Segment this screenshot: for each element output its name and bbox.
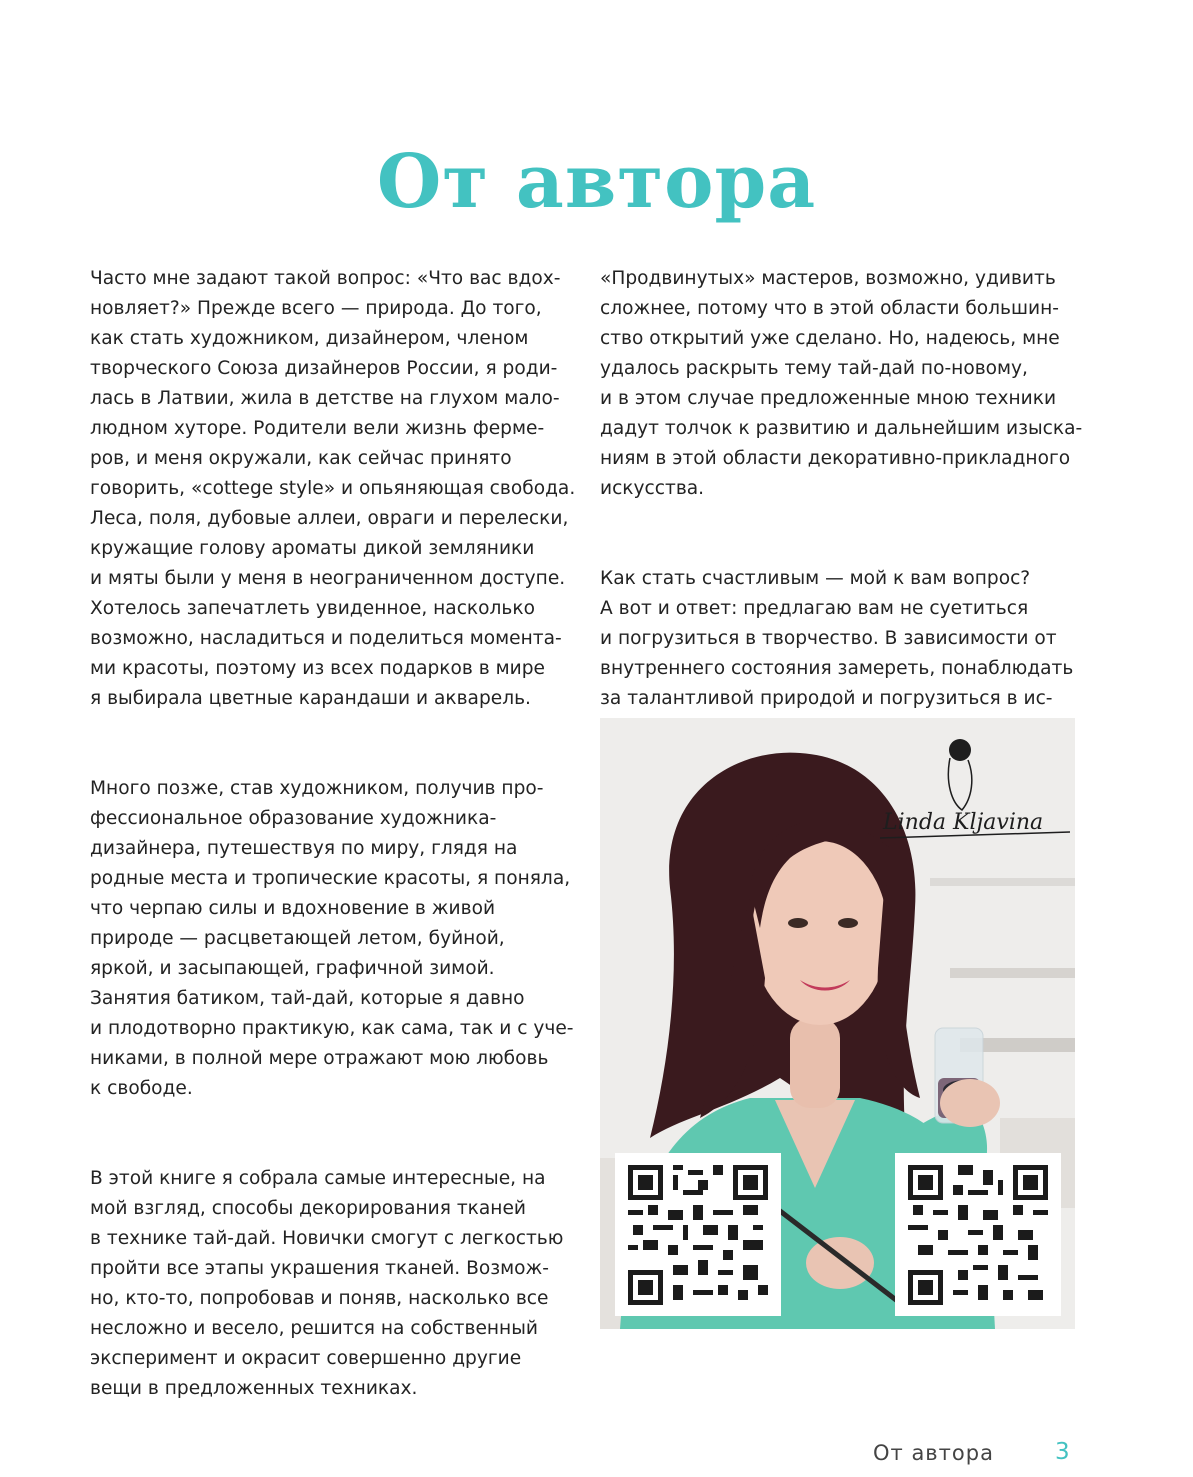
page-title: От автора: [376, 138, 817, 225]
qr-code[interactable]: [895, 1153, 1061, 1316]
page-number: 3: [1055, 1439, 1070, 1465]
footer-section-title: От автора: [873, 1441, 994, 1465]
paragraph: Много позже, став художником, получив про- фессиональное образование художника- дизайнера, путешествуя по миру, глядя на родные места и тропические красоты, я поняла, что черпаю силы и вдохновение в живой природе — расцветающей летом, буйной, яркой, и засыпающей, графичной зимой. Занятия батиком, тай-дай, которые я давно и плодотворно практикую, как сама, так и с уче- никами, в полной мере отражают мою любовь к свободе.: [90, 778, 574, 1099]
paragraph: В этой книге я собрала самые интересные, на мой взгляд, способы декорирования тканей в технике тай-дай. Новички смогут с легкостью пройти все этапы украшения тканей. Возмож- но, кто-то, попробовав и поняв, насколько все несложно и весело, решится на собственный эксперимент и окрасит совершенно другие вещи в предложенных техниках.: [90, 1168, 564, 1399]
qr-code-icon: [908, 1165, 1048, 1305]
left-column: [90, 234, 580, 1464]
signature: Linda Kljavina: [883, 810, 1044, 835]
qr-code-icon: [628, 1165, 768, 1305]
paragraph: Как стать счастливым — мой к вам вопрос? А вот и ответ: предлагаю вам не суетиться и погрузиться в творчество. В зависимости от внутреннего состояния замереть, понаблюдать за талантливой природой и погрузиться в ис-: [600, 568, 1074, 709]
paragraph: «Продвинутых» мастеров, возможно, удивить сложнее, потому что в этой области большин- ство открытий уже сделано. Но, надеюсь, мне удалось раскрыть тему тай-дай по-новому, и в этом случае предложенные мною техники дадут толчок к развитию и дальнейшим изыска- ниям в этой области декоративно-прикладного искусства.: [600, 268, 1083, 499]
qr-code[interactable]: [615, 1153, 781, 1316]
paragraph: Часто мне задают такой вопрос: «Что вас вдох- новляет?» Прежде всего — природа. До того, как стать художником, дизайнером, членом творческого Союза дизайнеров России, я роди- лась в Латвии, жила в детстве на глухом мало- людном хуторе. Родители вели жизнь ферме- ров, и меня окружали, как сейчас принято говорить, «cottege style» и опьяняющая свобода. Леса, поля, дубовые аллеи, овраги и перелески, кружащие голову ароматы дикой земляники и мяты были у меня в неограниченном доступе. Хотелось запечатлеть увиденное, насколько возможно, насладиться и поделиться момента- ми красоты, поэтому из всех подарков в мире я выбирала цветные карандаши и акварель.: [90, 268, 576, 709]
